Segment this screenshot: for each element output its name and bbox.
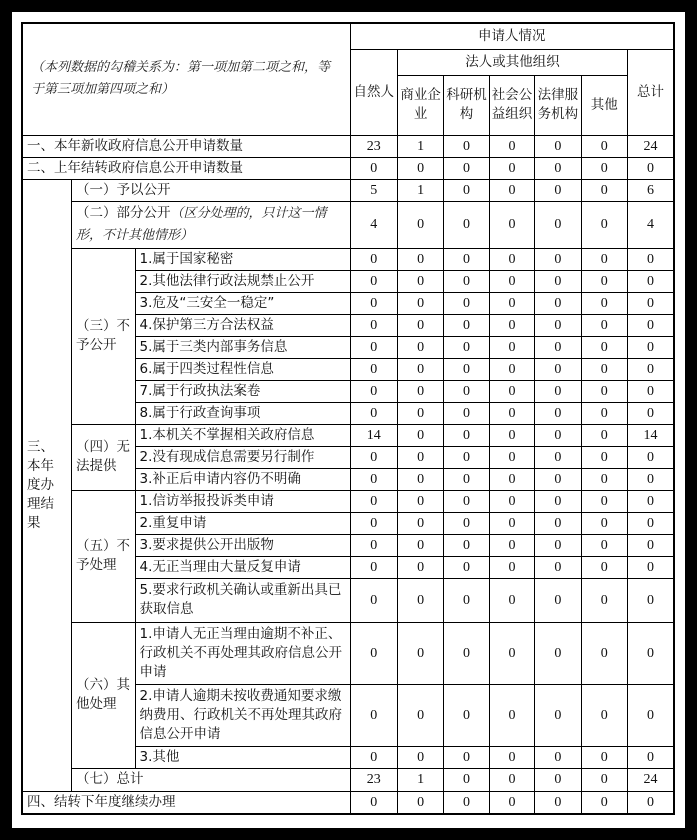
value-cell: 0 (581, 746, 627, 768)
value-cell: 0 (350, 791, 397, 814)
value-cell: 0 (350, 512, 397, 534)
value-cell: 0 (581, 270, 627, 292)
value-cell: 0 (535, 358, 581, 380)
value-cell: 0 (489, 622, 534, 684)
value-cell: 0 (535, 578, 581, 622)
value-cell: 0 (628, 534, 675, 556)
value-cell: 0 (444, 402, 489, 424)
row-label: 4.保护第三方合法权益 (135, 314, 350, 336)
row-label: 1.申请人无正当理由逾期不补正、行政机关不再处理其政府信息公开申请 (135, 622, 350, 684)
value-cell: 0 (444, 248, 489, 270)
value-cell: 0 (444, 292, 489, 314)
value-cell: 0 (397, 157, 443, 179)
value-cell: 0 (397, 556, 443, 578)
value-cell: 4 (350, 201, 397, 248)
value-cell: 0 (397, 622, 443, 684)
value-cell: 0 (350, 622, 397, 684)
value-cell: 0 (350, 490, 397, 512)
value-cell: 0 (444, 490, 489, 512)
value-cell: 0 (628, 746, 675, 768)
value-cell: 14 (350, 424, 397, 446)
value-cell: 0 (350, 248, 397, 270)
category-label-unable-to-provide: （四）无法提供 (71, 424, 135, 490)
value-cell: 0 (581, 336, 627, 358)
value-cell: 0 (535, 490, 581, 512)
row-label: 8.属于行政查询事项 (135, 402, 350, 424)
value-cell: 0 (489, 534, 534, 556)
header-applicant-situation: 申请人情况 (350, 23, 674, 49)
value-cell: 0 (489, 157, 534, 179)
value-cell: 0 (489, 201, 534, 248)
value-cell: 0 (397, 490, 443, 512)
value-cell: 0 (489, 424, 534, 446)
table-row (22, 490, 674, 512)
row-label: 2.没有现成信息需要另行制作 (135, 446, 350, 468)
value-cell: 0 (535, 684, 581, 746)
value-cell: 0 (397, 746, 443, 768)
value-cell: 0 (444, 179, 489, 201)
row-label: 3.要求提供公开出版物 (135, 534, 350, 556)
header-social-welfare-org: 社会公益组织 (489, 75, 534, 135)
value-cell: 0 (444, 380, 489, 402)
table-row (22, 135, 674, 157)
value-cell: 0 (444, 512, 489, 534)
value-cell: 0 (350, 746, 397, 768)
value-cell: 0 (535, 746, 581, 768)
value-cell: 0 (628, 380, 675, 402)
value-cell: 0 (628, 556, 675, 578)
row-label: 2.重复申请 (135, 512, 350, 534)
value-cell: 0 (489, 768, 534, 791)
value-cell: 23 (350, 135, 397, 157)
row-label: 1.属于国家秘密 (135, 248, 350, 270)
row-label: （一）予以公开 (71, 179, 350, 201)
value-cell: 0 (489, 746, 534, 768)
value-cell: 0 (581, 292, 627, 314)
row-label: 3.补正后申请内容仍不明确 (135, 468, 350, 490)
table-row (22, 768, 674, 791)
value-cell: 0 (581, 684, 627, 746)
value-cell: 0 (581, 791, 627, 814)
value-cell: 0 (444, 314, 489, 336)
value-cell: 0 (444, 157, 489, 179)
value-cell: 1 (397, 135, 443, 157)
header-legal-group: 法人或其他组织 (397, 49, 627, 75)
value-cell: 0 (444, 534, 489, 556)
value-cell: 0 (581, 424, 627, 446)
row-label (71, 201, 350, 248)
value-cell: 0 (444, 578, 489, 622)
page (12, 12, 685, 828)
value-cell: 0 (535, 380, 581, 402)
value-cell: 0 (535, 556, 581, 578)
row-label: 二、上年结转政府信息公开申请数量 (22, 157, 350, 179)
value-cell: 0 (628, 684, 675, 746)
value-cell: 0 (397, 534, 443, 556)
value-cell: 0 (581, 201, 627, 248)
value-cell: 0 (444, 746, 489, 768)
value-cell: 0 (628, 358, 675, 380)
value-cell: 0 (489, 578, 534, 622)
value-cell: 0 (444, 468, 489, 490)
value-cell: 0 (489, 135, 534, 157)
value-cell: 0 (581, 468, 627, 490)
row-label: 1.信访举报投诉类申请 (135, 490, 350, 512)
value-cell: 0 (581, 402, 627, 424)
value-cell: 0 (581, 314, 627, 336)
value-cell: 0 (489, 314, 534, 336)
value-cell: 0 (535, 622, 581, 684)
value-cell: 0 (397, 248, 443, 270)
header-natural-person: 自然人 (350, 49, 397, 135)
header-other-org: 其他 (581, 75, 627, 135)
value-cell: 0 (581, 556, 627, 578)
row-label: 3.其他 (135, 746, 350, 768)
value-cell: 0 (581, 248, 627, 270)
value-cell: 0 (489, 179, 534, 201)
value-cell: 0 (535, 791, 581, 814)
value-cell: 0 (581, 446, 627, 468)
value-cell: 4 (628, 201, 675, 248)
value-cell: 0 (535, 512, 581, 534)
value-cell: 0 (489, 556, 534, 578)
value-cell: 0 (444, 135, 489, 157)
value-cell: 0 (628, 402, 675, 424)
row-label: 1.本机关不掌握相关政府信息 (135, 424, 350, 446)
value-cell: 23 (350, 768, 397, 791)
value-cell: 1 (397, 179, 443, 201)
value-cell: 0 (628, 157, 675, 179)
value-cell: 0 (489, 336, 534, 358)
value-cell: 0 (350, 292, 397, 314)
value-cell: 0 (350, 684, 397, 746)
table-row (22, 157, 674, 179)
row-label: 5.要求行政机关确认或重新出具已获取信息 (135, 578, 350, 622)
value-cell: 0 (535, 270, 581, 292)
value-cell: 0 (350, 314, 397, 336)
value-cell: 0 (628, 446, 675, 468)
value-cell: 0 (535, 424, 581, 446)
row-label: 3.危及“三安全一稳定” (135, 292, 350, 314)
category-label-refused: （三）不予公开 (71, 248, 135, 424)
row-label: 2.申请人逾期未按收费通知要求缴纳费用、行政机关不再处理其政府信息公开申请 (135, 684, 350, 746)
value-cell: 0 (581, 358, 627, 380)
row-label-note: （区分处理的，只计这一情形，不计其他情形） (75, 205, 327, 243)
value-cell: 0 (581, 179, 627, 201)
row-label: 4.无正当理由大量反复申请 (135, 556, 350, 578)
value-cell: 0 (581, 157, 627, 179)
value-cell: 0 (581, 622, 627, 684)
value-cell: 0 (444, 358, 489, 380)
value-cell: 0 (397, 358, 443, 380)
value-cell: 24 (628, 768, 675, 791)
value-cell: 0 (489, 512, 534, 534)
table-row (22, 179, 674, 201)
value-cell: 0 (628, 468, 675, 490)
value-cell: 0 (535, 468, 581, 490)
value-cell: 0 (444, 424, 489, 446)
value-cell: 0 (535, 248, 581, 270)
row-label: 5.属于三类内部事务信息 (135, 336, 350, 358)
value-cell: 0 (397, 270, 443, 292)
value-cell: 0 (628, 512, 675, 534)
value-cell: 0 (444, 768, 489, 791)
value-cell: 0 (535, 201, 581, 248)
section-label-annual-results: 三、本年度办理结果 (22, 179, 71, 791)
value-cell: 0 (535, 179, 581, 201)
value-cell: 0 (535, 336, 581, 358)
value-cell: 0 (489, 684, 534, 746)
value-cell: 0 (535, 157, 581, 179)
value-cell: 0 (581, 534, 627, 556)
table-row (22, 622, 674, 684)
row-label: 2.其他法律行政法规禁止公开 (135, 270, 350, 292)
value-cell: 0 (628, 622, 675, 684)
value-cell: 0 (489, 490, 534, 512)
table-header-row (22, 23, 674, 49)
value-cell: 0 (489, 791, 534, 814)
value-cell: 0 (489, 248, 534, 270)
value-cell: 0 (581, 380, 627, 402)
row-label: 一、本年新收政府信息公开申请数量 (22, 135, 350, 157)
table-row (22, 791, 674, 814)
value-cell: 0 (444, 270, 489, 292)
value-cell: 0 (397, 512, 443, 534)
value-cell: 0 (350, 402, 397, 424)
value-cell: 0 (444, 684, 489, 746)
value-cell: 0 (397, 424, 443, 446)
value-cell: 5 (350, 179, 397, 201)
value-cell: 0 (535, 135, 581, 157)
value-cell: 1 (397, 768, 443, 791)
value-cell: 0 (397, 292, 443, 314)
value-cell: 0 (350, 358, 397, 380)
value-cell: 6 (628, 179, 675, 201)
row-label: 6.属于四类过程性信息 (135, 358, 350, 380)
value-cell: 0 (535, 292, 581, 314)
value-cell: 0 (628, 336, 675, 358)
category-label-other-handling: （六）其他处理 (71, 622, 135, 768)
reconciliation-note: （本列数据的勾稽关系为：第一项加第二项之和，等于第三项加第四项之和） (31, 60, 331, 98)
value-cell: 0 (489, 292, 534, 314)
value-cell: 0 (489, 402, 534, 424)
row-label: 四、结转下年度继续办理 (22, 791, 350, 814)
value-cell: 0 (444, 201, 489, 248)
value-cell: 0 (581, 578, 627, 622)
value-cell: 0 (397, 380, 443, 402)
value-cell: 0 (489, 358, 534, 380)
value-cell: 0 (628, 578, 675, 622)
value-cell: 0 (397, 684, 443, 746)
value-cell: 0 (397, 201, 443, 248)
value-cell: 0 (628, 292, 675, 314)
value-cell: 0 (397, 446, 443, 468)
value-cell: 0 (444, 791, 489, 814)
value-cell: 0 (628, 791, 675, 814)
value-cell: 0 (489, 380, 534, 402)
value-cell: 0 (535, 534, 581, 556)
value-cell: 0 (628, 490, 675, 512)
value-cell: 0 (489, 446, 534, 468)
value-cell: 0 (444, 446, 489, 468)
row-label: （七）总计 (71, 768, 350, 791)
value-cell: 0 (489, 468, 534, 490)
value-cell: 0 (444, 622, 489, 684)
value-cell: 0 (581, 512, 627, 534)
value-cell: 0 (397, 402, 443, 424)
value-cell: 14 (628, 424, 675, 446)
value-cell: 0 (350, 578, 397, 622)
table-row (22, 201, 674, 248)
value-cell: 0 (397, 468, 443, 490)
value-cell: 0 (489, 270, 534, 292)
value-cell: 0 (350, 380, 397, 402)
value-cell: 0 (628, 248, 675, 270)
note-cell (22, 23, 350, 135)
header-total: 总计 (628, 49, 675, 135)
value-cell: 0 (350, 446, 397, 468)
value-cell: 0 (397, 314, 443, 336)
value-cell: 0 (628, 270, 675, 292)
value-cell: 24 (628, 135, 675, 157)
value-cell: 0 (444, 336, 489, 358)
value-cell: 0 (397, 791, 443, 814)
disclosure-request-table (21, 22, 675, 815)
value-cell: 0 (350, 534, 397, 556)
table-row (22, 248, 674, 270)
value-cell: 0 (350, 336, 397, 358)
value-cell: 0 (444, 556, 489, 578)
value-cell: 0 (350, 468, 397, 490)
category-label-not-processed: （五）不予处理 (71, 490, 135, 622)
value-cell: 0 (535, 446, 581, 468)
value-cell: 0 (535, 768, 581, 791)
row-label-main: （二）部分公开 (75, 204, 171, 221)
value-cell: 0 (350, 157, 397, 179)
value-cell: 0 (350, 556, 397, 578)
row-label: 7.属于行政执法案卷 (135, 380, 350, 402)
value-cell: 0 (535, 402, 581, 424)
header-commercial-enterprise: 商业企业 (397, 75, 443, 135)
table-row (22, 424, 674, 446)
value-cell: 0 (581, 135, 627, 157)
value-cell: 0 (535, 314, 581, 336)
header-legal-service-org: 法律服务机构 (535, 75, 581, 135)
value-cell: 0 (581, 768, 627, 791)
header-research-institution: 科研机构 (444, 75, 489, 135)
value-cell: 0 (581, 490, 627, 512)
value-cell: 0 (397, 336, 443, 358)
value-cell: 0 (397, 578, 443, 622)
value-cell: 0 (350, 270, 397, 292)
value-cell: 0 (628, 314, 675, 336)
